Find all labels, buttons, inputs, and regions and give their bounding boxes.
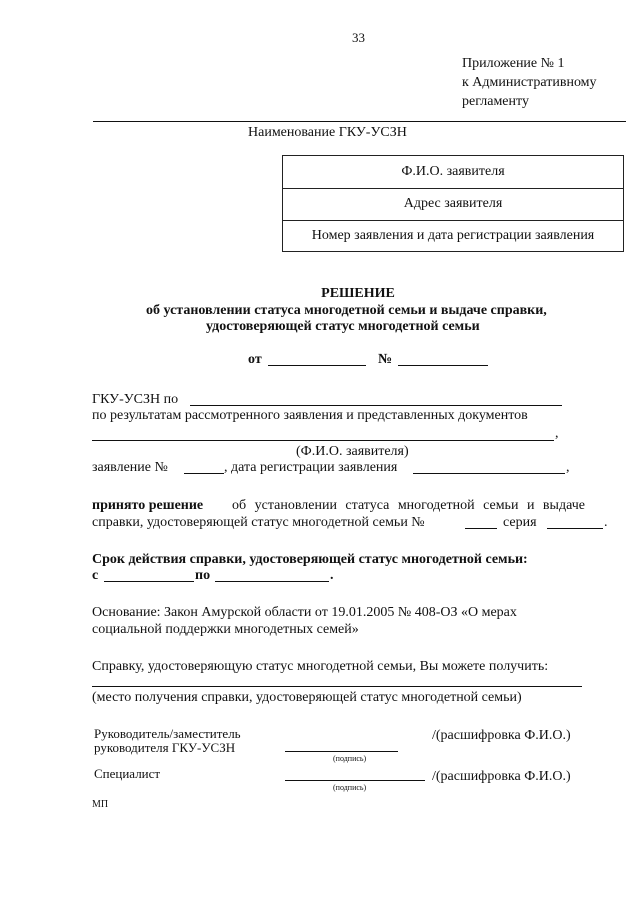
applicant-caption: (Ф.И.О. заявителя) <box>296 444 409 459</box>
results-text: по результатам рассмотренного заявления и представленных документов <box>92 408 528 423</box>
series-blank <box>547 516 603 529</box>
decision-text-2: справки, удостоверяющей статус многодетной семьи № <box>92 515 425 530</box>
period: . <box>330 568 334 583</box>
validity-from-label: с <box>92 568 99 583</box>
validity-to-blank <box>215 569 329 582</box>
appendix-line-3: регламенту <box>462 94 529 109</box>
basis-line-2: социальной поддержки многодетных семей» <box>92 622 359 637</box>
certificate-number-blank <box>465 516 497 529</box>
receive-blank <box>92 686 582 687</box>
org-name: Наименование ГКУ-УСЗН <box>248 125 407 140</box>
validity-to-label: по <box>195 568 211 583</box>
date-blank <box>268 353 366 366</box>
gku-label: ГКУ-УСЗН по <box>92 392 179 407</box>
appendix-line-2: к Административному <box>462 75 597 90</box>
specialist-signature-caption: (подпись) <box>333 783 367 792</box>
number-label: № <box>378 352 393 367</box>
head-signature-caption: (подпись) <box>333 754 367 763</box>
period: . <box>604 515 608 530</box>
application-number-date-cell: Номер заявления и дата регистрации заявления <box>311 228 595 243</box>
series-label: серия <box>503 515 537 530</box>
comma: , <box>566 460 570 475</box>
applicant-name-cell: Ф.И.О. заявителя <box>401 164 505 179</box>
applicant-blank <box>92 440 554 441</box>
stamp-label: МП <box>92 799 109 810</box>
statement-date-blank <box>413 461 565 474</box>
receive-text: Справку, удостоверяющую статус многодетной семьи, Вы можете получить: <box>92 659 549 674</box>
applicant-header-box <box>282 155 624 252</box>
head-title-line-1: Руководитель/заместитель <box>94 726 241 741</box>
basis-line-1: Основание: Закон Амурской области от 19.01.2005 № 408-ОЗ «О мерах <box>92 605 517 620</box>
document-subtitle-2: удостоверяющей статус многодетной семьи <box>206 319 480 334</box>
comma: , <box>555 426 559 441</box>
statement-label: заявление № <box>92 460 168 475</box>
validity-from-blank <box>104 569 194 582</box>
appendix-title: Приложение № 1 <box>462 56 565 71</box>
applicant-address-cell: Адрес заявителя <box>403 196 503 211</box>
receive-caption: (место получения справки, удостоверяющей статус многодетной семьи) <box>92 690 522 705</box>
validity-heading: Срок действия справки, удостоверяющей статус многодетной семьи: <box>92 552 528 567</box>
head-signature-line <box>285 751 398 752</box>
specialist-decode-label: /(расшифровка Ф.И.О.) <box>432 769 571 784</box>
specialist-label: Специалист <box>94 766 161 781</box>
document-subtitle-1: об установлении статуса многодетной семьи и выдаче справки, <box>146 303 547 318</box>
gku-blank <box>190 405 562 406</box>
number-blank <box>398 353 488 366</box>
document-title: РЕШЕНИЕ <box>321 286 395 301</box>
date-from-label: от <box>248 352 262 367</box>
head-title-line-2: руководителя ГКУ-УСЗН <box>94 740 236 755</box>
specialist-signature-line <box>285 780 425 781</box>
statement-number-blank <box>184 461 224 474</box>
statement-date-label: , дата регистрации заявления <box>224 460 398 475</box>
decision-text-1: об установлении статуса многодетной семьи и выдаче <box>232 498 585 513</box>
head-decode-label: /(расшифровка Ф.И.О.) <box>432 728 571 743</box>
top-rule <box>93 121 626 122</box>
page-number: 33 <box>352 30 365 45</box>
decision-bold: принято решение <box>92 498 204 513</box>
